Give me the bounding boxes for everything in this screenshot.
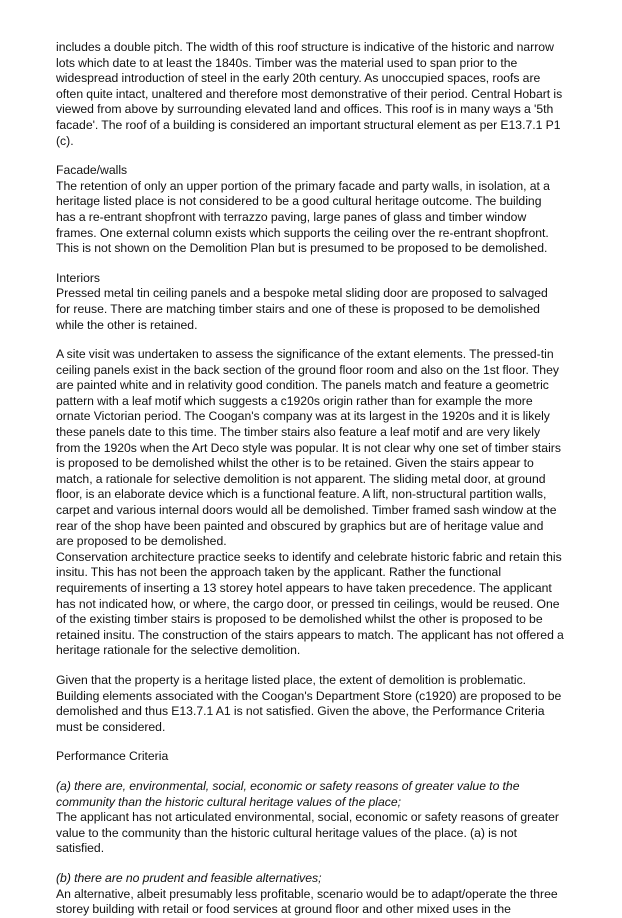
criterion-b-heading: (b) there are no prudent and feasible alternatives; — [56, 870, 322, 885]
criterion-a-paragraph: The applicant has not articulated environmental, social, economic or safety reasons of greater value to the community than the historic cultural heritage values of the place. (a) is not satisfied. — [56, 810, 559, 856]
demolition-conclusion-paragraph: Given that the property is a heritage listed place, the extent of demolition is problematic. Building elements associated with the Coogan's Department Store (c1920) are proposed to be demolished and thus E13.7.1 A1 is not satisfied. Given the above, the Performance Criteria must be considered. — [56, 672, 562, 734]
criterion-a-heading: (a) there are, environmental, social, economic or safety reasons of greater value to the community than the historic cultural heritage values of the place; — [56, 778, 520, 809]
conservation-paragraph: Conservation architecture practice seeks to identify and celebrate historic fabric and retain this insitu. This has not been the approach taken by the applicant. Rather the functional requirements of inserting a 13 storey hotel appears to have taken precedence. The applicant has not indicated how, or where, the cargo door, or pressed tin ceilings, would be reused. One of the existing timber stairs is proposed to be demolished whilst the other is proposed to be retained insitu. The construction of the stairs appears to match. The applicant has not offered a heritage rationale for the selective demolition. — [56, 549, 564, 658]
criterion-b-paragraph: An alternative, albeit presumably less profitable, scenario would be to adapt/operate the three storey building with retail or food services at ground floor and other mixed uses in the — [56, 886, 558, 917]
interiors-paragraph: Pressed metal tin ceiling panels and a bespoke metal sliding door are proposed to salvaged for reuse. There are matching timber stairs and one of these is proposed to be demolished while the other is retained. — [56, 286, 548, 332]
site-visit-paragraph: A site visit was undertaken to assess the significance of the extant elements. The pressed-tin ceiling panels exist in the back section of the ground floor room and also on the 1st floor. They are painted white and in relativity good condition. The panels match and feature a geometric pattern with a leaf motif which suggests a c1920s origin rather than for example the more ornate Victorian period. The Coogan's company was at its largest in the 1920s and it is likely these panels date to this time. The timber stairs also feature a leaf motif and are very likely from the 1920s when the Art Deco style was popular. It is not clear why one set of timber stairs is proposed to be demolished whilst the other is to be retained. Given the stairs appear to match, a rationale for selective demolition is not apparent. The sliding metal door, at ground floor, is an elaborate device which is a functional feature. A lift, non-structural partition walls, carpet and various internal doors would all be demolished. Timber framed sash window at the rear of the shop have been painted and obscured by graphics but are of heritage value and are proposed to be demolished. — [56, 347, 561, 549]
facade-walls-paragraph: The retention of only an upper portion of the primary facade and party walls, in isolation, at a heritage listed place is not considered to be a good cultural heritage outcome. The building has a re-entrant shopfront with terrazzo paving, large panes of glass and timber window frames. One external column exists which supports the ceiling over the re-entrant shopfront. This is not shown on the Demolition Plan but is presumed to be proposed to be demolished. — [56, 178, 550, 256]
roof-paragraph: includes a double pitch. The width of this roof structure is indicative of the historic and narrow lots which date to at least the 1840s. Timber was the material used to span prior to the widespread introduction of steel in the early 20th century. As unoccupied spaces, roofs are often quite intact, unaltered and therefore most demonstrative of their period. Central Hobart is viewed from above by surrounding elevated land and offices. This roof is in many ways a '5th facade'. The roof of a building is considered an important structural element as per E13.7.1 P1 (c). — [56, 40, 563, 148]
facade-walls-heading: Facade/walls — [56, 163, 128, 178]
interiors-heading: Interiors — [56, 270, 101, 285]
performance-criteria-heading: Performance Criteria — [56, 749, 169, 764]
